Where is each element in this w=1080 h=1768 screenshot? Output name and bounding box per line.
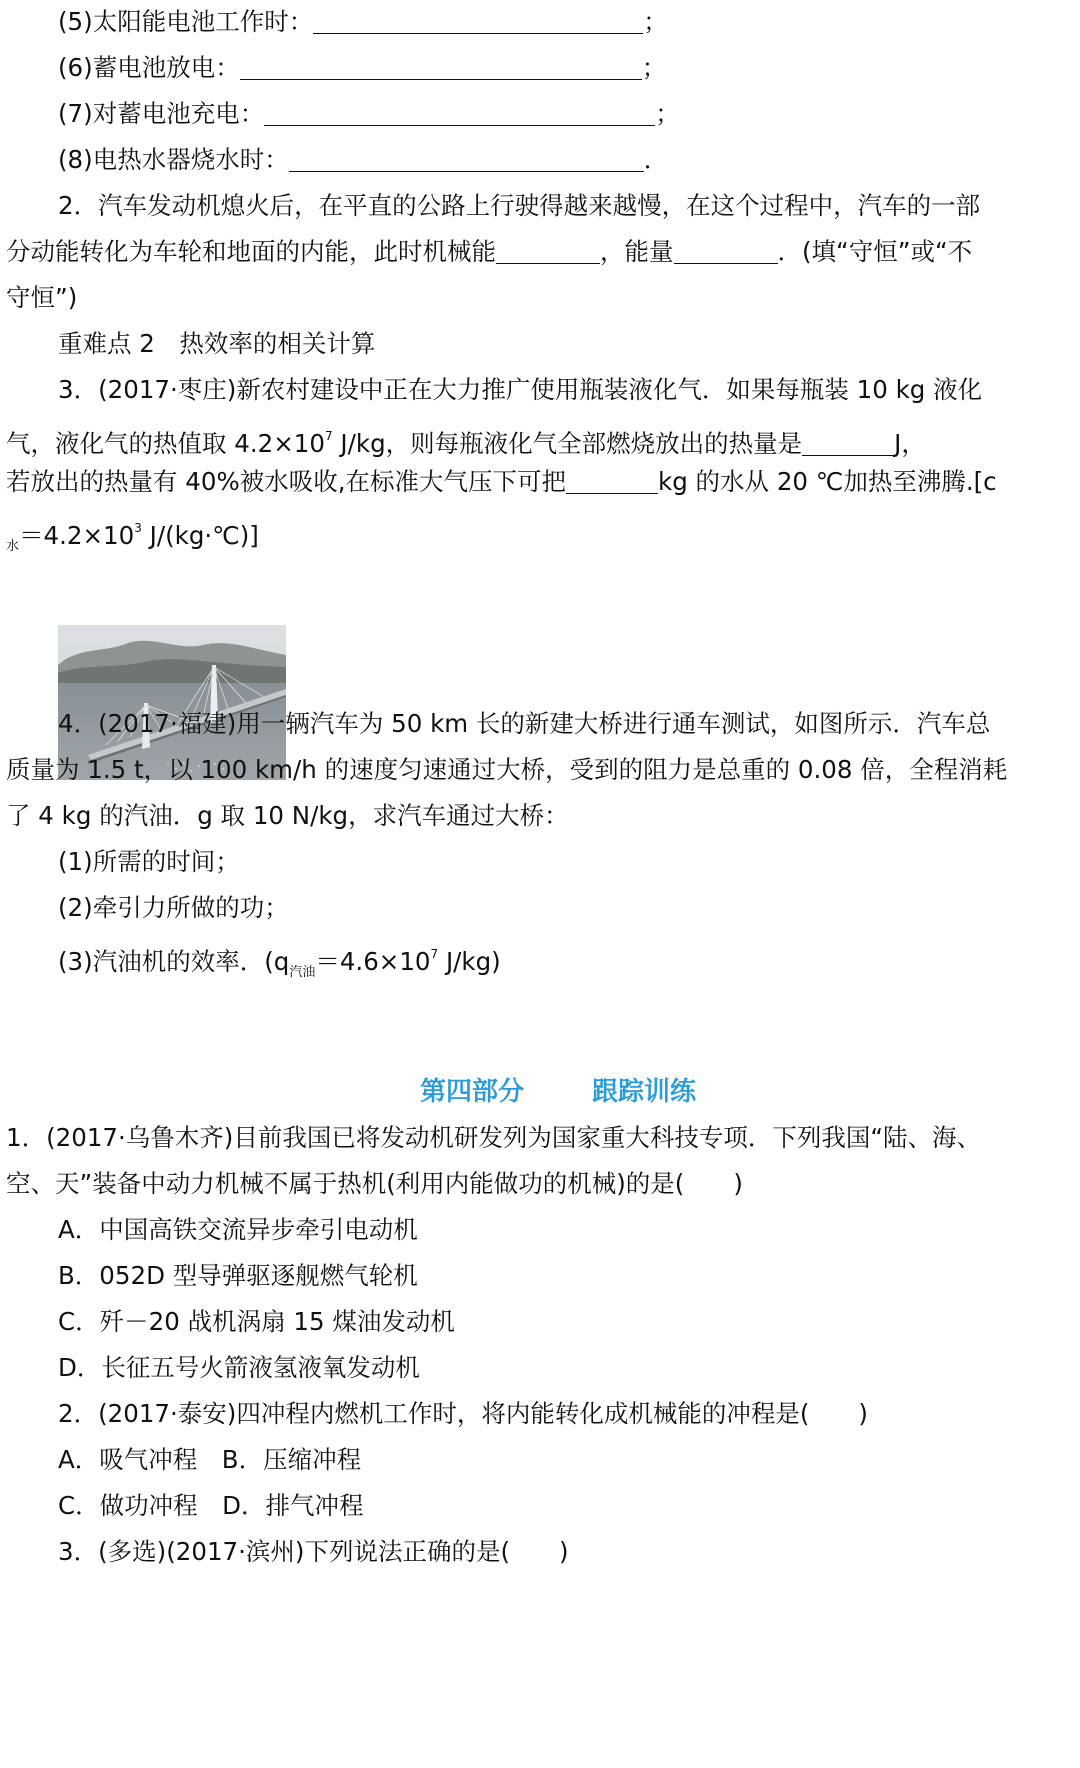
answer-blank[interactable] [289, 143, 644, 172]
exercise-1-line-1: 1．(2017·乌鲁木齐)目前我国已将发动机研发列为国家重大科技专项．下列我国“陆、海、 [6, 1123, 982, 1152]
item-5: (5)太阳能电池工作时： ； [58, 7, 668, 36]
question-3-line-3: 若放出的热量有 40%被水吸收,在标准大气压下可把 kg 的水从 20 ℃加热至沸腾.[c [6, 467, 997, 496]
item-6: (6)蓄电池放电： ； [58, 53, 667, 82]
exercise-1-option-a[interactable]: A．中国高铁交流异步牵引电动机 [58, 1215, 418, 1244]
section-part: 第四部分 [420, 1077, 525, 1107]
answer-blank[interactable] [496, 235, 600, 264]
question-3-line-4: $_水=4.2\times 10^3$ J/(kg·℃)] [6, 521, 259, 554]
item-8: (8)电热水器烧水时： ． [58, 145, 669, 174]
answer-blank[interactable] [240, 51, 642, 80]
question-4-line-2: 质量为 1.5 t，以 100 km/h 的速度匀速通过大桥，受到的阻力是总重的 0.08 倍，全程消耗 [6, 755, 1008, 784]
section-name: 跟踪训练 [592, 1077, 697, 1107]
exercise-1-line-2: 空、天”装备中动力机械不属于热机(利用内能做功的机械)的是( ) [6, 1169, 743, 1198]
question-3-line-1: 3．(2017·枣庄)新农村建设中正在大力推广使用瓶装液化气．如果每瓶装 10 kg 液化 [58, 375, 983, 404]
question-2-line-1: 2．汽车发动机熄火后，在平直的公路上行驶得越来越慢，在这个过程中，汽车的一部 [58, 191, 981, 220]
question-4-line-3: 了 4 kg 的汽油．g 取 10 N/kg，求汽车通过大桥： [6, 801, 569, 830]
answer-blank[interactable] [264, 97, 655, 126]
answer-blank[interactable] [313, 5, 643, 34]
question-3-line-2: 气，液化气的热值取 $4.2\times 10^7$ J/kg，则每瓶液化气全部燃烧放出的热量是 J， [6, 429, 926, 458]
exercise-1-option-d[interactable]: D．长征五号火箭液氢液氧发动机 [58, 1353, 420, 1382]
exercise-1-option-c[interactable]: C．歼－20 战机涡扇 15 煤油发动机 [58, 1307, 455, 1336]
question-4-part-2: (2)牵引力所做的功； [58, 893, 289, 922]
question-4-part-1: (1)所需的时间； [58, 847, 240, 876]
exercise-2-stem: 2．(2017·泰安)四冲程内燃机工作时，将内能转化成机械能的冲程是( ) [58, 1399, 868, 1428]
answer-blank[interactable] [802, 427, 894, 456]
exercise-2-options-ab[interactable]: A．吸气冲程 B．压缩冲程 [58, 1445, 362, 1474]
key-point-heading: 重难点 2 热效率的相关计算 [58, 329, 376, 358]
exercise-3-stem: 3．(多选)(2017·滨州)下列说法正确的是( ) [58, 1537, 569, 1566]
question-4-line-1: 4．(2017·福建)用一辆汽车为 50 km 长的新建大桥进行通车测试，如图所示．汽车总 [58, 709, 991, 738]
answer-blank[interactable] [566, 465, 658, 494]
question-2-line-3: 守恒”) [6, 283, 78, 312]
exercise-2-options-cd[interactable]: C．做功冲程 D．排气冲程 [58, 1491, 364, 1520]
exercise-1-option-b[interactable]: B．052D 型导弹驱逐舰燃气轮机 [58, 1261, 418, 1290]
question-2-line-2: 分动能转化为车轮和地面的内能，此时机械能 ，能量 ．(填“守恒”或“不 [6, 237, 973, 266]
answer-blank[interactable] [674, 235, 778, 264]
question-4-part-3: (3)汽油机的效率．($q_{汽油}=4.6\times 10^7$ J/kg) [58, 947, 501, 980]
section-heading [0, 1070, 1080, 1114]
item-7: (7)对蓄电池充电： ； [58, 99, 680, 128]
